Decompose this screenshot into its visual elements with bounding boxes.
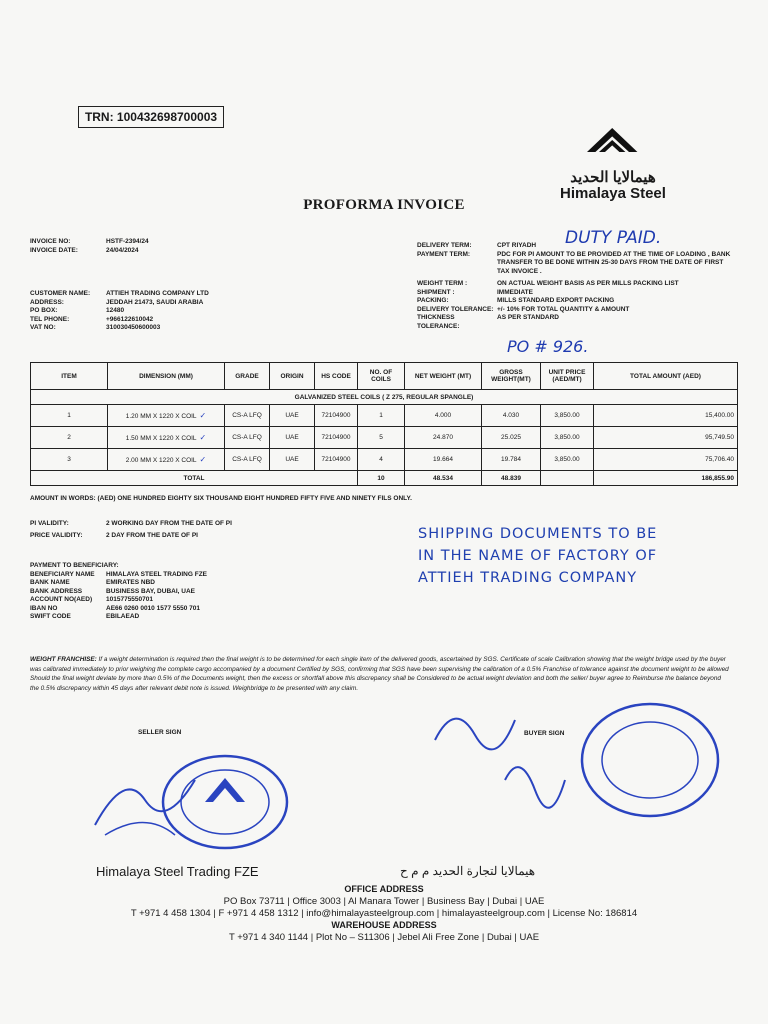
cell-net-weight: 4.000 xyxy=(405,405,482,427)
total-gross-weight: 48.839 xyxy=(482,471,541,486)
table-total-row xyxy=(31,471,738,486)
customer-block xyxy=(30,290,290,333)
payment-term-label: PAYMENT TERM: xyxy=(417,250,471,258)
invoice-meta xyxy=(30,238,290,255)
po-box-value: 12480 xyxy=(106,307,125,314)
total-label: TOTAL xyxy=(31,471,358,486)
office-address-line1: PO Box 73711 | Office 3003 | Al Manara Tower | Business Bay | Dubai | UAE xyxy=(223,896,545,907)
telephone-label: TEL PHONE: xyxy=(30,315,70,323)
warehouse-address-title: WAREHOUSE ADDRESS xyxy=(331,920,437,930)
cell-hs-code: 72104900 xyxy=(315,449,358,471)
col-header-origin: ORIGIN xyxy=(270,363,315,390)
pi-validity-label: PI VALIDITY: xyxy=(30,520,69,527)
cell-grade: CS-A LFQ xyxy=(225,449,270,471)
iban-label: IBAN NO xyxy=(30,604,58,612)
cell-dimension: 1.50 MM X 1220 X COIL ✓ xyxy=(108,427,225,449)
delivery-tolerance-value: +/- 10% FOR TOTAL QUANTITY & AMOUNT xyxy=(497,305,630,313)
account-no-value: 1015775550701 xyxy=(106,596,153,603)
cell-net-weight: 19.664 xyxy=(405,449,482,471)
cell-hs-code: 72104900 xyxy=(315,405,358,427)
office-address-line2: T +971 4 458 1304 | F +971 4 458 1312 | info@himalayasteelgroup.com | himalayasteelgroup.com | License No: 186814 xyxy=(130,908,638,919)
customer-name-value: ATTIEH TRADING COMPANY LTD xyxy=(106,290,209,297)
logo-english-text: Himalaya Steel xyxy=(560,185,666,202)
thickness-tolerance-label: THICKNESS TOLERANCE: xyxy=(417,314,460,330)
cell-origin: UAE xyxy=(270,427,315,449)
handwritten-duty-paid: DUTY PAID. xyxy=(565,228,662,248)
address-label: ADDRESS: xyxy=(30,298,64,306)
beneficiary-block xyxy=(30,562,330,622)
table-header-row xyxy=(31,363,738,390)
table-row xyxy=(31,405,738,427)
cell-dimension: 2.00 MM X 1220 X COIL ✓ xyxy=(108,449,225,471)
shipment-value: IMMEDIATE xyxy=(497,288,533,296)
handwritten-po-number: PO # 926. xyxy=(507,337,589,356)
table-row xyxy=(31,427,738,449)
table-row xyxy=(31,449,738,471)
vat-no-label: VAT NO: xyxy=(30,324,56,331)
packing-label: PACKING: xyxy=(417,297,449,304)
cell-total-amount: 75,706.40 xyxy=(594,449,738,471)
invoice-no-value: HSTF-2394/24 xyxy=(106,238,149,245)
total-amount: 186,855.90 xyxy=(594,471,738,486)
col-header-grade: GRADE xyxy=(225,363,270,390)
iban-value: AE66 0260 0010 1577 5550 701 xyxy=(106,604,200,612)
cell-coils: 1 xyxy=(358,405,405,427)
invoice-date-label: INVOICE DATE: xyxy=(30,246,78,254)
delivery-term-label: DELIVERY TERM: xyxy=(417,242,472,249)
checkmark-icon: ✓ xyxy=(199,411,207,420)
cell-item: 3 xyxy=(31,449,108,471)
cell-gross-weight: 19.784 xyxy=(482,449,541,471)
shipment-label: SHIPMENT : xyxy=(417,288,455,296)
handnote-line: IN THE NAME OF FACTORY OF xyxy=(418,548,658,564)
beneficiary-name-value: HIMALAYA STEEL TRADING FZE xyxy=(106,570,208,578)
beneficiary-title: PAYMENT TO BENEFICIARY: xyxy=(30,562,119,569)
cell-unit-price: 3,850.00 xyxy=(541,427,594,449)
cell-total-amount: 15,400.00 xyxy=(594,405,738,427)
buyer-signature-and-stamp-icon xyxy=(425,700,725,830)
items-table xyxy=(30,362,738,486)
telephone-value: +966122610042 xyxy=(106,315,154,323)
cell-hs-code: 72104900 xyxy=(315,427,358,449)
footer-company-arabic: هيمالايا لتجارة الحديد م م ح xyxy=(400,864,536,878)
col-header-total-amount: TOTAL AMOUNT (AED) xyxy=(594,363,738,390)
invoice-no-label: INVOICE NO: xyxy=(30,238,71,245)
cell-coils: 5 xyxy=(358,427,405,449)
logo-arabic-text: هيمالايا الحديد xyxy=(570,169,656,186)
cell-gross-weight: 25.025 xyxy=(482,427,541,449)
product-description: GALVANIZED STEEL COILS ( Z 275, REGULAR SPANGLE) xyxy=(31,390,738,405)
thickness-tolerance-value: AS PER STANDARD xyxy=(497,314,559,321)
bank-address-label: BANK ADDRESS xyxy=(30,587,83,595)
total-coils: 10 xyxy=(358,471,405,486)
swift-code-label: SWIFT CODE xyxy=(30,613,71,620)
customer-name-label: CUSTOMER NAME: xyxy=(30,290,91,297)
seller-stamp-icon xyxy=(85,740,295,850)
weight-franchise-note xyxy=(30,655,730,693)
weight-term-value: ON ACTUAL WEIGHT BASIS AS PER MILLS PACKING LIST xyxy=(497,280,679,287)
col-header-hs-code: HS CODE xyxy=(315,363,358,390)
terms-block xyxy=(417,242,737,331)
validity-block xyxy=(30,520,330,540)
price-validity-label: PRICE VALIDITY: xyxy=(30,531,83,539)
handwritten-shipping-note xyxy=(418,523,748,589)
weight-franchise-text: If a weight determination is required then the final weight is to be determined for each single item of the delivered goods, ascertained by SGS. Certificate of scale Calibration showing that the weight bridge used by the buyer was calibrated immediately to prior weighing the complete cargo accompanied by a document Certified by SGS, confirming that SGS have been supervising the calibration of a 0.5% Franchise of tolerance against the document weight to be allowed Should the final weight deviate by more than 0.5% of the Documents weight, then the excess or shortfall above this discrepancy shall be Considered to be actual weight deviation and both the seller/ buyer agree to Reimburse the balance beyond the 0.5% discrepancy within 45 days after relevant debit note is issued. Weighbridge to be presented with any claim. xyxy=(30,656,729,692)
office-address-title: OFFICE ADDRESS xyxy=(344,884,424,894)
vat-no-value: 310030450600003 xyxy=(106,324,161,331)
buyer-sign-label: BUYER SIGN xyxy=(524,730,565,737)
packing-value: MILLS STANDARD EXPORT PACKING xyxy=(497,297,615,304)
invoice-date-value: 24/04/2024 xyxy=(106,246,139,254)
cell-unit-price: 3,850.00 xyxy=(541,405,594,427)
cell-origin: UAE xyxy=(270,405,315,427)
cell-gross-weight: 4.030 xyxy=(482,405,541,427)
col-header-dimension: DIMENSION (MM) xyxy=(108,363,225,390)
delivery-tolerance-label: DELIVERY TOLERANCE: xyxy=(417,305,494,313)
cell-unit-price: 3,850.00 xyxy=(541,449,594,471)
cell-item: 1 xyxy=(31,405,108,427)
handnote-line: SHIPPING DOCUMENTS TO BE xyxy=(418,526,658,542)
total-unit-price-empty xyxy=(541,471,594,486)
checkmark-icon: ✓ xyxy=(199,433,207,442)
table-subheader-row xyxy=(31,390,738,405)
col-header-no-of-coils: NO. OF COILS xyxy=(358,363,405,390)
handnote-line: ATTIEH TRADING COMPANY xyxy=(418,570,638,586)
col-header-gross-weight: GROSS WEIGHT(MT) xyxy=(482,363,541,390)
amount-in-words: AMOUNT IN WORDS: (AED) ONE HUNDRED EIGHTY SIX THOUSAND EIGHT HUNDRED FIFTY FIVE AND NINETY FILS ONLY. xyxy=(30,495,412,502)
account-no-label: ACCOUNT NO(AED) xyxy=(30,596,93,603)
bank-address-value: BUSINESS BAY, DUBAI, UAE xyxy=(106,587,195,595)
weight-term-label: WEIGHT TERM : xyxy=(417,280,468,287)
cell-dimension: 1.20 MM X 1220 X COIL ✓ xyxy=(108,405,225,427)
checkmark-icon: ✓ xyxy=(199,455,207,464)
po-box-label: PO BOX: xyxy=(30,307,58,314)
payment-term-value: PDC FOR PI AMOUNT TO BE PROVIDED AT THE TIME OF LOADING , BANK TRANSFER TO BE DONE WITHIN 25-30 DAYS FROM THE DATE OF FIRST TAX INVOICE . xyxy=(497,250,731,275)
bank-name-label: BANK NAME xyxy=(30,579,70,586)
beneficiary-name-label: BENEFICIARY NAME xyxy=(30,570,95,578)
cell-net-weight: 24.870 xyxy=(405,427,482,449)
cell-item: 2 xyxy=(31,427,108,449)
pi-validity-value: 2 WORKING DAY FROM THE DATE OF PI xyxy=(106,520,232,527)
cell-coils: 4 xyxy=(358,449,405,471)
delivery-term-value: CPT RIYADH xyxy=(497,242,537,249)
address-value: JEDDAH 21473, SAUDI ARABIA xyxy=(106,298,204,306)
weight-franchise-label: WEIGHT FRANCHISE: xyxy=(30,656,97,663)
footer-company-name: Himalaya Steel Trading FZE xyxy=(96,864,259,879)
cell-total-amount: 95,749.50 xyxy=(594,427,738,449)
seller-sign-label: SELLER SIGN xyxy=(138,729,182,736)
total-net-weight: 48.534 xyxy=(405,471,482,486)
col-header-net-weight: NET WEIGHT (MT) xyxy=(405,363,482,390)
document-title: PROFORMA INVOICE xyxy=(303,197,465,213)
bank-name-value: EMIRATES NBD xyxy=(106,579,155,586)
cell-origin: UAE xyxy=(270,449,315,471)
swift-code-value: EBILAEAD xyxy=(106,613,140,620)
trn-box: TRN: 100432698700003 xyxy=(78,106,224,128)
col-header-unit-price: UNIT PRICE (AED/MT) xyxy=(541,363,594,390)
cell-grade: CS-A LFQ xyxy=(225,427,270,449)
price-validity-value: 2 DAY FROM THE DATE OF PI xyxy=(106,531,198,539)
warehouse-address-line: T +971 4 340 1144 | Plot No – S11306 | Jebel Ali Free Zone | Dubai | UAE xyxy=(228,932,540,943)
col-header-item: ITEM xyxy=(31,363,108,390)
cell-grade: CS-A LFQ xyxy=(225,405,270,427)
